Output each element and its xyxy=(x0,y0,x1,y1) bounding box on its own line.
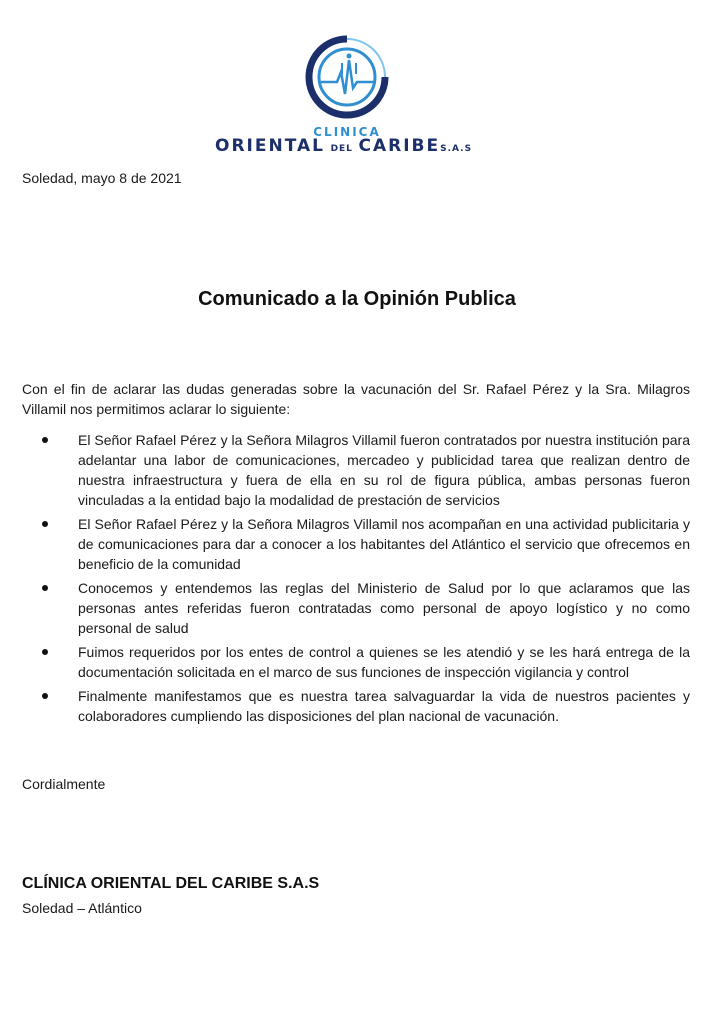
list-item xyxy=(22,514,690,574)
signature-location: Soledad – Atlántico xyxy=(22,900,142,916)
list-item xyxy=(22,686,690,726)
bullet-icon xyxy=(42,649,48,655)
letter-closing: Cordialmente xyxy=(22,776,106,792)
logo-word-caribe: CARIBE xyxy=(358,136,441,156)
heartbeat-logo-icon xyxy=(300,30,390,126)
list-item xyxy=(22,642,690,682)
bullet-icon xyxy=(42,521,48,527)
list-item xyxy=(22,430,690,510)
list-item-text: El Señor Rafael Pérez y la Señora Milagros Villamil fueron contratados por nuestra institución para adelantar una labor de comunicaciones, mercadeo y publicidad tarea que realizan dentro de nuestra infraestructura y fuera de ella en su rol de figura pública, ambas personas fueron vinculadas a la entidad bajo la modalidad de prestación de servicios xyxy=(78,432,690,508)
bullet-icon xyxy=(42,693,48,699)
list-item-text: Fuimos requeridos por los entes de control a quienes se les atendió y se les hará entrega de la documentación solicitada en el marco de sus funciones de inspección vigilancia y control xyxy=(78,644,690,680)
statement-list xyxy=(22,430,690,730)
logo-word-oriental: ORIENTAL xyxy=(215,136,325,156)
signature-company: CLÍNICA ORIENTAL DEL CARIBE S.A.S xyxy=(22,875,320,892)
logo-text-clinica: CLINICA xyxy=(313,125,381,139)
letter-title: Comunicado a la Opinión Publica xyxy=(198,288,516,310)
clinic-logo xyxy=(0,30,714,158)
letter-intro: Con el fin de aclarar las dudas generadas sobre la vacunación del Sr. Rafael Pérez y la Sra. Milagros Villamil nos permitimos aclarar lo siguiente: xyxy=(22,381,690,417)
logo-word-sas: S.A.S xyxy=(440,144,473,154)
list-item-text: Finalmente manifestamos que es nuestra tarea salvaguardar la vida de nuestros pacientes y colaboradores cumpliendo las disposiciones del plan nacional de vacunación. xyxy=(78,688,690,724)
logo-word-del: DEL xyxy=(330,144,353,154)
list-item-text: Conocemos y entendemos las reglas del Ministerio de Salud por lo que aclaramos que las personas antes referidas fueron contratadas como personal de apoyo logístico y no como personal de salud xyxy=(78,580,690,636)
list-item xyxy=(22,578,690,638)
bullet-icon xyxy=(42,437,48,443)
list-item-text: El Señor Rafael Pérez y la Señora Milagros Villamil nos acompañan en una actividad publicitaria y de comunicaciones para dar a conocer a los habitantes del Atlántico el servicio que ofrecemos en beneficio de la comunidad xyxy=(78,516,690,572)
letter-date: Soledad, mayo 8 de 2021 xyxy=(22,170,182,186)
bullet-icon xyxy=(42,585,48,591)
logo-text-oriental-caribe xyxy=(215,136,472,156)
